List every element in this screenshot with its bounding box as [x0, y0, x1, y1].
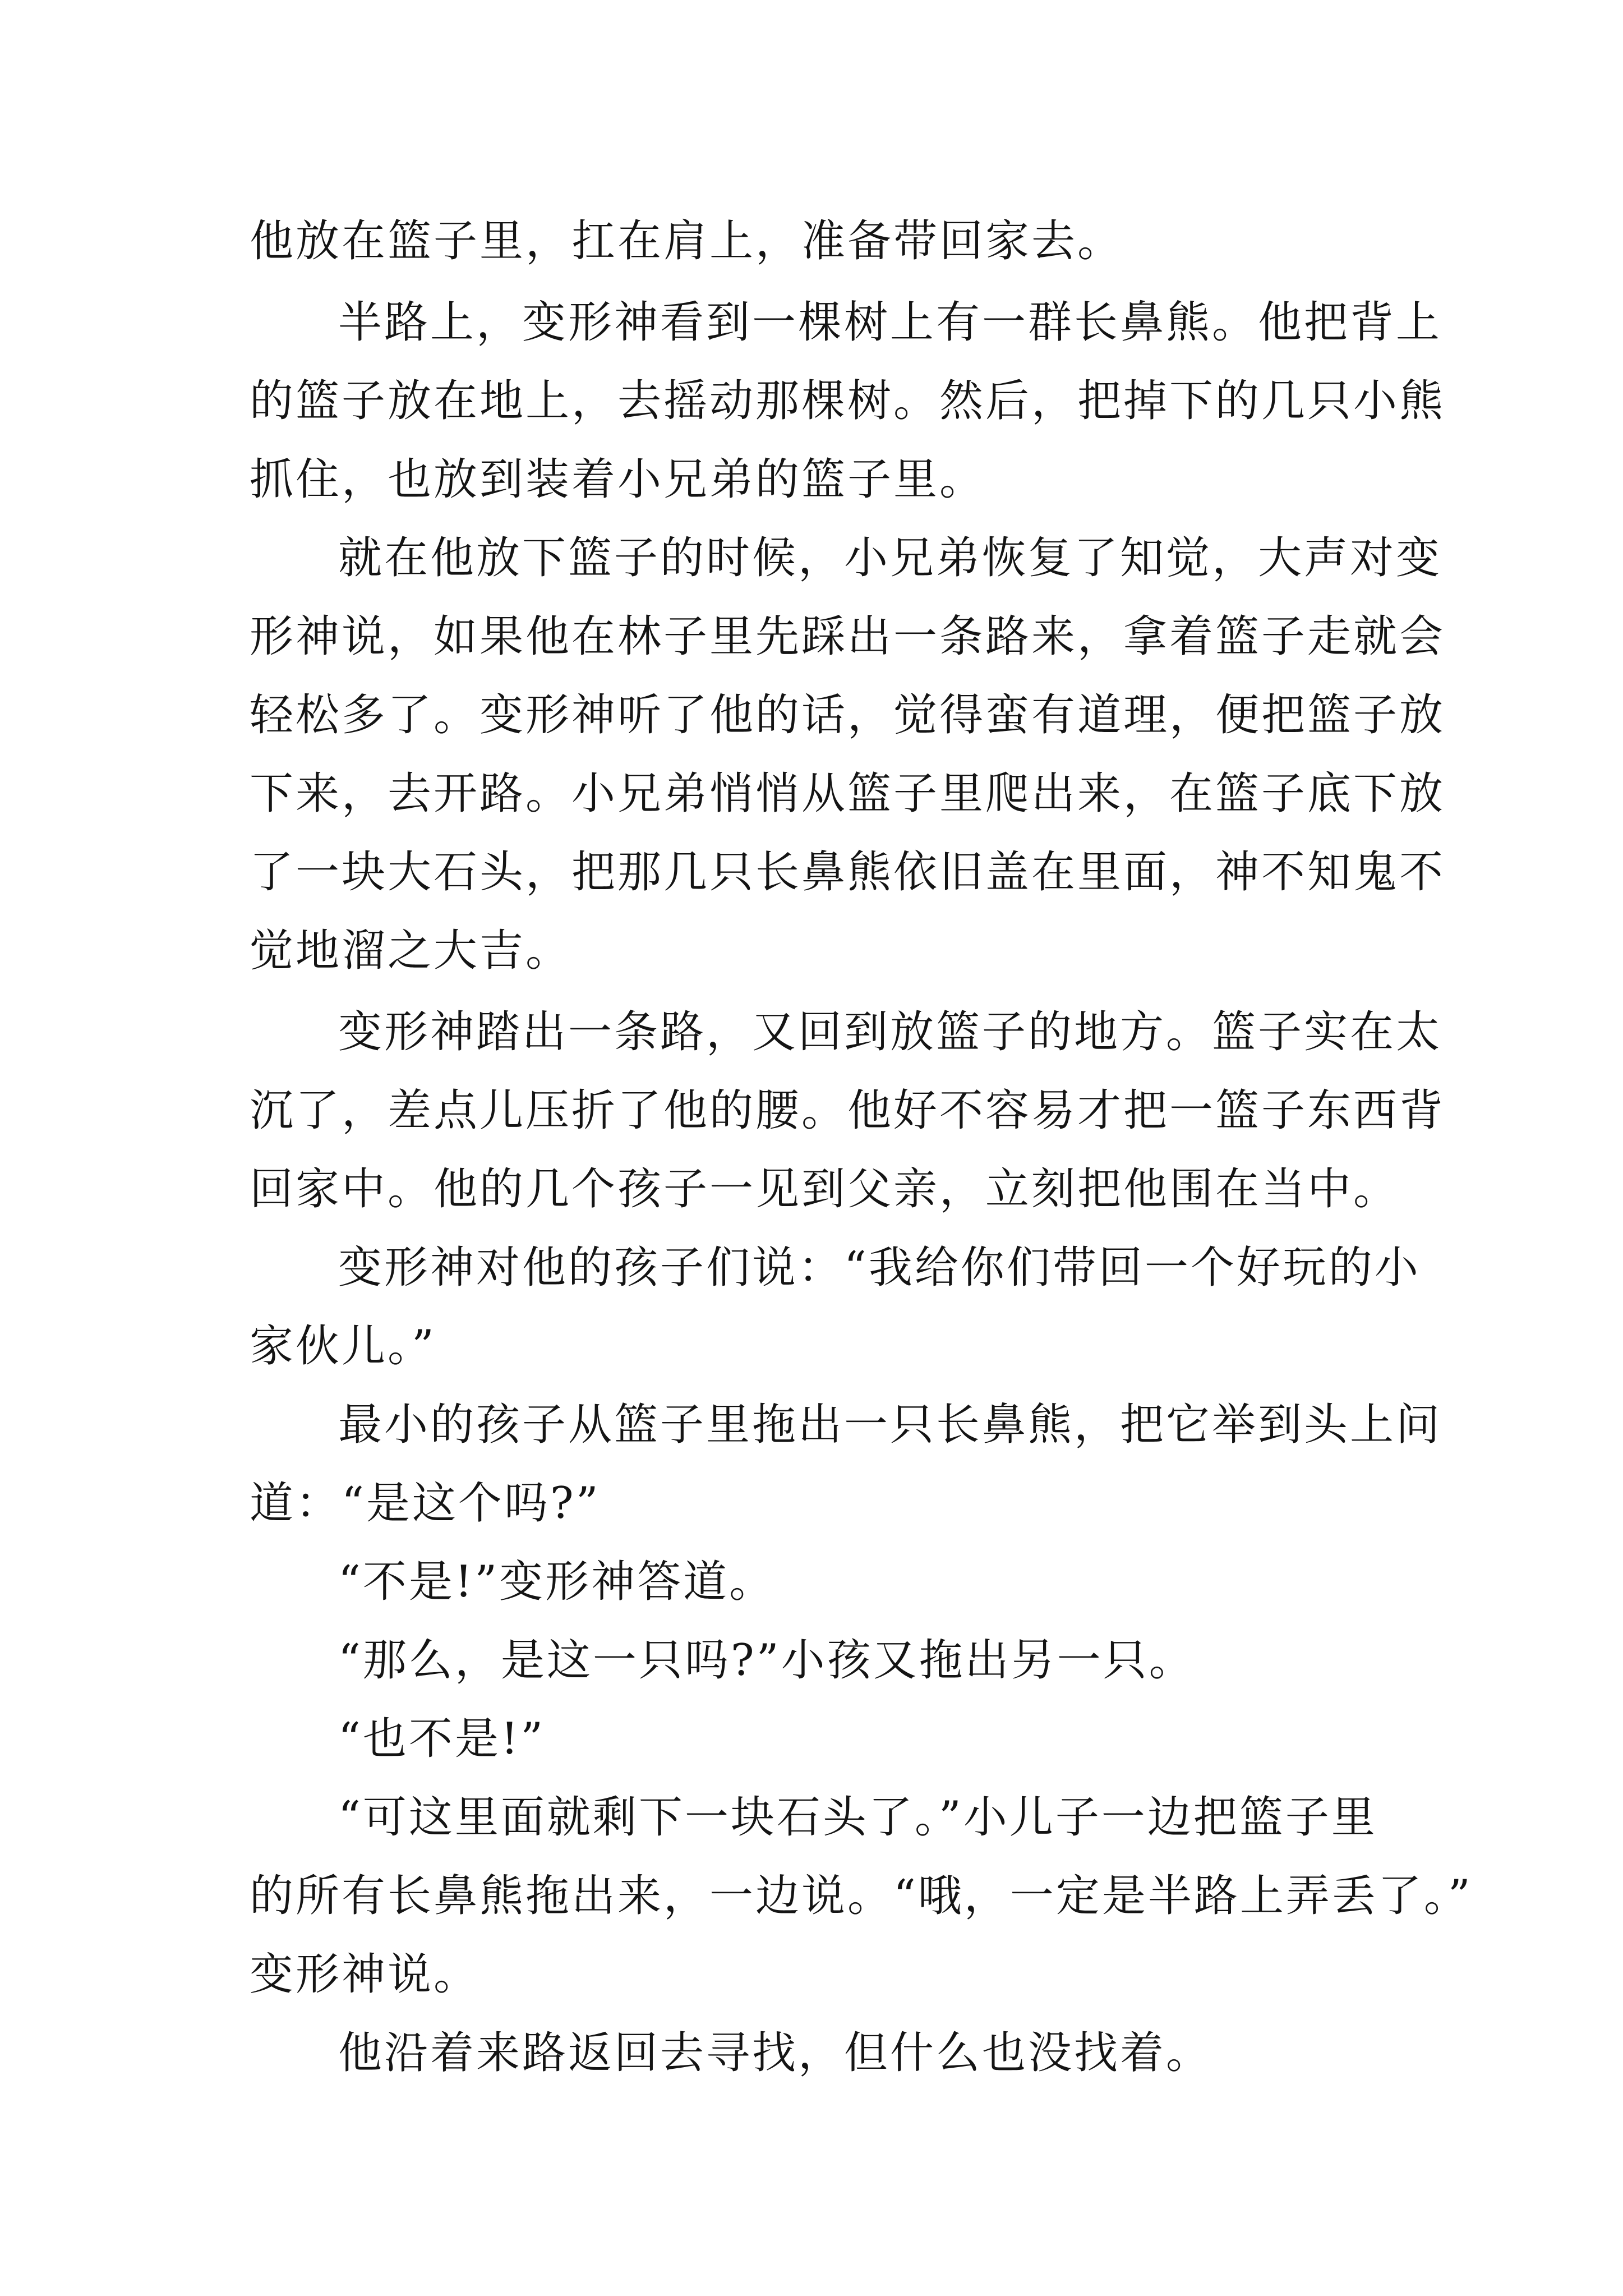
text-line: 回家中。他的几个孩子一见到父亲，立刻把他围在当中。 [250, 1164, 1400, 1214]
text-line: 就在他放下篮子的时候，小兄弟恢复了知觉，大声对变 [338, 533, 1442, 583]
text-line: 他放在篮子里，扛在肩上，准备带回家去。 [250, 216, 1124, 266]
text-line: “可这里面就剩下一块石头了。”小儿子一边把篮子里 [338, 1792, 1377, 1843]
text-line: 的篮子放在地上，去摇动那棵树。然后，把掉下的几只小熊 [250, 376, 1446, 426]
text-line: “不是!”变形神答道。 [338, 1557, 776, 1607]
text-line: “也不是!” [338, 1714, 546, 1764]
text-line: 的所有长鼻熊拖出来，一边说。“哦，一定是半路上弄丢了。” [250, 1871, 1473, 1921]
text-line: 家伙儿。” [250, 1321, 436, 1372]
text-line: 轻松多了。变形神听了他的话，觉得蛮有道理，便把篮子放 [250, 690, 1446, 740]
text-line: 变形神说。 [250, 1949, 480, 2000]
text-line: 半路上，变形神看到一棵树上有一群长鼻熊。他把背上 [338, 297, 1442, 348]
text-line: 沉了，差点儿压折了他的腰。他好不容易才把一篮子东西背 [250, 1085, 1446, 1136]
text-line: 抓住，也放到装着小兄弟的篮子里。 [250, 454, 986, 505]
text-line: 他沿着来路返回去寻找，但什么也没找着。 [338, 2028, 1212, 2078]
text-line: 变形神踏出一条路，又回到放篮子的地方。篮子实在太 [338, 1007, 1442, 1057]
text-line: 形神说，如果他在林子里先踩出一条路来，拿着篮子走就会 [250, 611, 1446, 662]
text-line: 了一块大石头，把那几只长鼻熊依旧盖在里面，神不知鬼不 [250, 847, 1446, 898]
text-line: 道：“是这个吗?” [250, 1478, 601, 1529]
text-line: 最小的孩子从篮子里拖出一只长鼻熊，把它举到头上问 [338, 1400, 1442, 1450]
text-line: 觉地溜之大吉。 [250, 926, 572, 976]
text-line: 变形神对他的孩子们说：“我给你们带回一个好玩的小 [338, 1243, 1421, 1293]
text-line: 下来，去开路。小兄弟悄悄从篮子里爬出来，在篮子底下放 [250, 769, 1446, 819]
text-line: “那么，是这一只吗?”小孩又拖出另一只。 [338, 1635, 1195, 1686]
